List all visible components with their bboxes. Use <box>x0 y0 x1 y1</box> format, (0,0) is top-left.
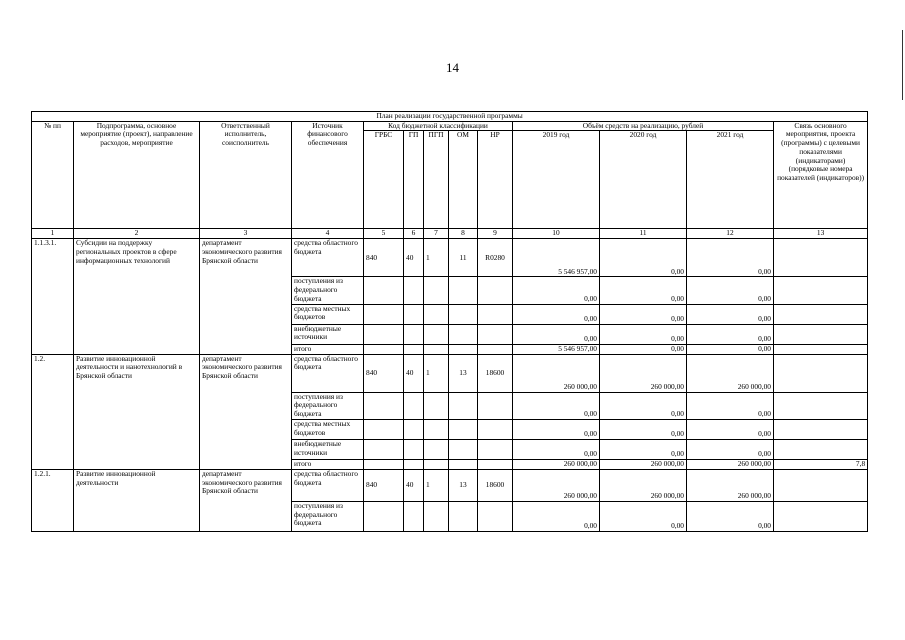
indicator-link: 7,8 <box>774 459 868 469</box>
indicator-link <box>774 392 868 419</box>
code-nr <box>478 304 513 324</box>
code-nr <box>478 419 513 439</box>
amount-2021: 0,00 <box>687 304 774 324</box>
amount-2019: 0,00 <box>513 277 600 304</box>
code-grbs <box>364 439 404 459</box>
item-name: Развитие инновационной деятельности <box>74 469 200 531</box>
funding-source: внебюджетные источники <box>292 324 364 344</box>
header-source: Источник финансового обеспечения <box>292 121 364 229</box>
code-pgp: 1 <box>424 239 449 277</box>
amount-2021: 0,00 <box>687 324 774 344</box>
column-number: 8 <box>449 229 478 239</box>
code-pgp <box>424 439 449 459</box>
code-grbs <box>364 277 404 304</box>
indicator-link <box>774 277 868 304</box>
item-executor: департамент экономического развития Брянской области <box>200 239 292 354</box>
amount-2020: 0,00 <box>600 392 687 419</box>
amount-2021: 0,00 <box>687 392 774 419</box>
code-nr <box>478 459 513 469</box>
amount-2020: 0,00 <box>600 324 687 344</box>
item-name: Субсидии на поддержку региональных проектов в сфере информационных технологий <box>74 239 200 354</box>
indicator-link <box>774 354 868 392</box>
code-gp <box>404 419 424 439</box>
amount-2021: 0,00 <box>687 239 774 277</box>
item-name: Развитие инновационной деятельности и нанотехнологий в Брянской области <box>74 354 200 469</box>
header-grbs: ГРБС <box>364 131 404 229</box>
indicator-link <box>774 469 868 501</box>
funding-source: средства местных бюджетов <box>292 304 364 324</box>
code-nr <box>478 277 513 304</box>
indicator-link <box>774 304 868 324</box>
amount-2021: 0,00 <box>687 501 774 531</box>
page-number: 14 <box>446 60 459 75</box>
amount-2019: 0,00 <box>513 439 600 459</box>
code-om <box>449 344 478 354</box>
code-om <box>449 277 478 304</box>
column-number: 5 <box>364 229 404 239</box>
amount-2021: 0,00 <box>687 344 774 354</box>
code-om <box>449 324 478 344</box>
header-gp: ГП <box>404 131 424 229</box>
amount-2021: 0,00 <box>687 419 774 439</box>
code-pgp: 1 <box>424 469 449 501</box>
code-grbs <box>364 419 404 439</box>
program-plan-table <box>31 111 868 532</box>
header-budget-code: Код бюджетной классификации <box>364 121 513 131</box>
indicator-link <box>774 501 868 531</box>
header-nr: НР <box>478 131 513 229</box>
header-link: Связь основного мероприятия, проекта (программы) с целевыми показателями (индикаторами) (порядковые номера показателей (индикаторов)) <box>774 121 868 229</box>
table-row <box>32 239 868 277</box>
code-grbs: 840 <box>364 469 404 501</box>
margin-rule <box>902 30 903 100</box>
code-om <box>449 459 478 469</box>
funding-source: поступления из федерального бюджета <box>292 277 364 304</box>
indicator-link <box>774 324 868 344</box>
amount-2020: 0,00 <box>600 501 687 531</box>
code-gp: 40 <box>404 354 424 392</box>
code-gp: 40 <box>404 469 424 501</box>
code-pgp <box>424 324 449 344</box>
code-grbs <box>364 324 404 344</box>
indicator-link <box>774 439 868 459</box>
indicator-link <box>774 344 868 354</box>
funding-source: внебюджетные источники <box>292 439 364 459</box>
header-num: № пп <box>32 121 74 229</box>
item-number: 1.2. <box>32 354 74 469</box>
header-volume: Объём средств на реализацию, рублей <box>513 121 774 131</box>
code-gp: 40 <box>404 239 424 277</box>
header-2021: 2021 год <box>687 131 774 229</box>
code-nr <box>478 392 513 419</box>
amount-2019: 5 546 957,00 <box>513 344 600 354</box>
header-pgp: ПГП <box>424 131 449 229</box>
amount-2021: 0,00 <box>687 439 774 459</box>
column-number: 13 <box>774 229 868 239</box>
column-number: 3 <box>200 229 292 239</box>
header-om: ОМ <box>449 131 478 229</box>
code-pgp <box>424 392 449 419</box>
funding-source: итого <box>292 459 364 469</box>
code-pgp: 1 <box>424 354 449 392</box>
column-number: 12 <box>687 229 774 239</box>
table-caption: План реализации государственной программы <box>32 112 868 122</box>
item-number: 1.2.1. <box>32 469 74 531</box>
amount-2021: 0,00 <box>687 277 774 304</box>
amount-2019: 0,00 <box>513 501 600 531</box>
code-gp <box>404 304 424 324</box>
amount-2020: 0,00 <box>600 419 687 439</box>
column-number: 10 <box>513 229 600 239</box>
amount-2021: 260 000,00 <box>687 469 774 501</box>
amount-2019: 260 000,00 <box>513 459 600 469</box>
code-pgp <box>424 304 449 324</box>
code-grbs <box>364 459 404 469</box>
code-grbs <box>364 501 404 531</box>
code-nr <box>478 324 513 344</box>
amount-2020: 0,00 <box>600 344 687 354</box>
column-number: 2 <box>74 229 200 239</box>
code-om: 13 <box>449 469 478 501</box>
code-om <box>449 501 478 531</box>
table-row <box>32 469 868 501</box>
amount-2020: 0,00 <box>600 439 687 459</box>
code-grbs <box>364 344 404 354</box>
amount-2019: 0,00 <box>513 392 600 419</box>
code-om <box>449 419 478 439</box>
amount-2020: 0,00 <box>600 277 687 304</box>
code-grbs: 840 <box>364 354 404 392</box>
column-number: 11 <box>600 229 687 239</box>
code-gp <box>404 459 424 469</box>
indicator-link <box>774 239 868 277</box>
amount-2021: 260 000,00 <box>687 459 774 469</box>
code-grbs <box>364 392 404 419</box>
funding-source: итого <box>292 344 364 354</box>
funding-source: средства местных бюджетов <box>292 419 364 439</box>
column-number: 4 <box>292 229 364 239</box>
code-gp <box>404 344 424 354</box>
code-gp <box>404 277 424 304</box>
code-nr <box>478 439 513 459</box>
code-pgp <box>424 277 449 304</box>
code-nr: 18600 <box>478 469 513 501</box>
amount-2020: 0,00 <box>600 304 687 324</box>
item-number: 1.1.3.1. <box>32 239 74 354</box>
code-om <box>449 439 478 459</box>
amount-2021: 260 000,00 <box>687 354 774 392</box>
column-number: 9 <box>478 229 513 239</box>
code-pgp <box>424 419 449 439</box>
indicator-link <box>774 419 868 439</box>
header-executor: Ответственный исполнитель, соисполнитель <box>200 121 292 229</box>
code-om <box>449 304 478 324</box>
header-2020: 2020 год <box>600 131 687 229</box>
funding-source: поступления из федерального бюджета <box>292 392 364 419</box>
amount-2020: 260 000,00 <box>600 459 687 469</box>
amount-2019: 0,00 <box>513 324 600 344</box>
amount-2019: 260 000,00 <box>513 469 600 501</box>
item-executor: департамент экономического развития Брянской области <box>200 354 292 469</box>
column-numbers-row <box>32 229 868 239</box>
column-number: 6 <box>404 229 424 239</box>
code-gp <box>404 392 424 419</box>
code-nr <box>478 501 513 531</box>
column-number: 1 <box>32 229 74 239</box>
amount-2019: 260 000,00 <box>513 354 600 392</box>
code-om: 11 <box>449 239 478 277</box>
amount-2020: 0,00 <box>600 239 687 277</box>
amount-2019: 0,00 <box>513 304 600 324</box>
code-gp <box>404 501 424 531</box>
amount-2019: 0,00 <box>513 419 600 439</box>
table-body <box>32 239 868 531</box>
amount-2020: 260 000,00 <box>600 469 687 501</box>
funding-source: средства областного бюджета <box>292 354 364 392</box>
code-grbs <box>364 304 404 324</box>
header-name: Подпрограмма, основное мероприятие (проект), направление расходов, мероприятие <box>74 121 200 229</box>
code-pgp <box>424 344 449 354</box>
code-om <box>449 392 478 419</box>
code-pgp <box>424 459 449 469</box>
table-row <box>32 354 868 392</box>
code-nr: 18600 <box>478 354 513 392</box>
code-om: 13 <box>449 354 478 392</box>
code-nr <box>478 344 513 354</box>
code-gp <box>404 439 424 459</box>
funding-source: поступления из федерального бюджета <box>292 501 364 531</box>
amount-2020: 260 000,00 <box>600 354 687 392</box>
amount-2019: 5 546 957,00 <box>513 239 600 277</box>
column-number: 7 <box>424 229 449 239</box>
item-executor: департамент экономического развития Брянской области <box>200 469 292 531</box>
code-pgp <box>424 501 449 531</box>
code-nr: R0280 <box>478 239 513 277</box>
code-grbs: 840 <box>364 239 404 277</box>
header-2019: 2019 год <box>513 131 600 229</box>
code-gp <box>404 324 424 344</box>
funding-source: средства областного бюджета <box>292 239 364 277</box>
funding-source: средства областного бюджета <box>292 469 364 501</box>
